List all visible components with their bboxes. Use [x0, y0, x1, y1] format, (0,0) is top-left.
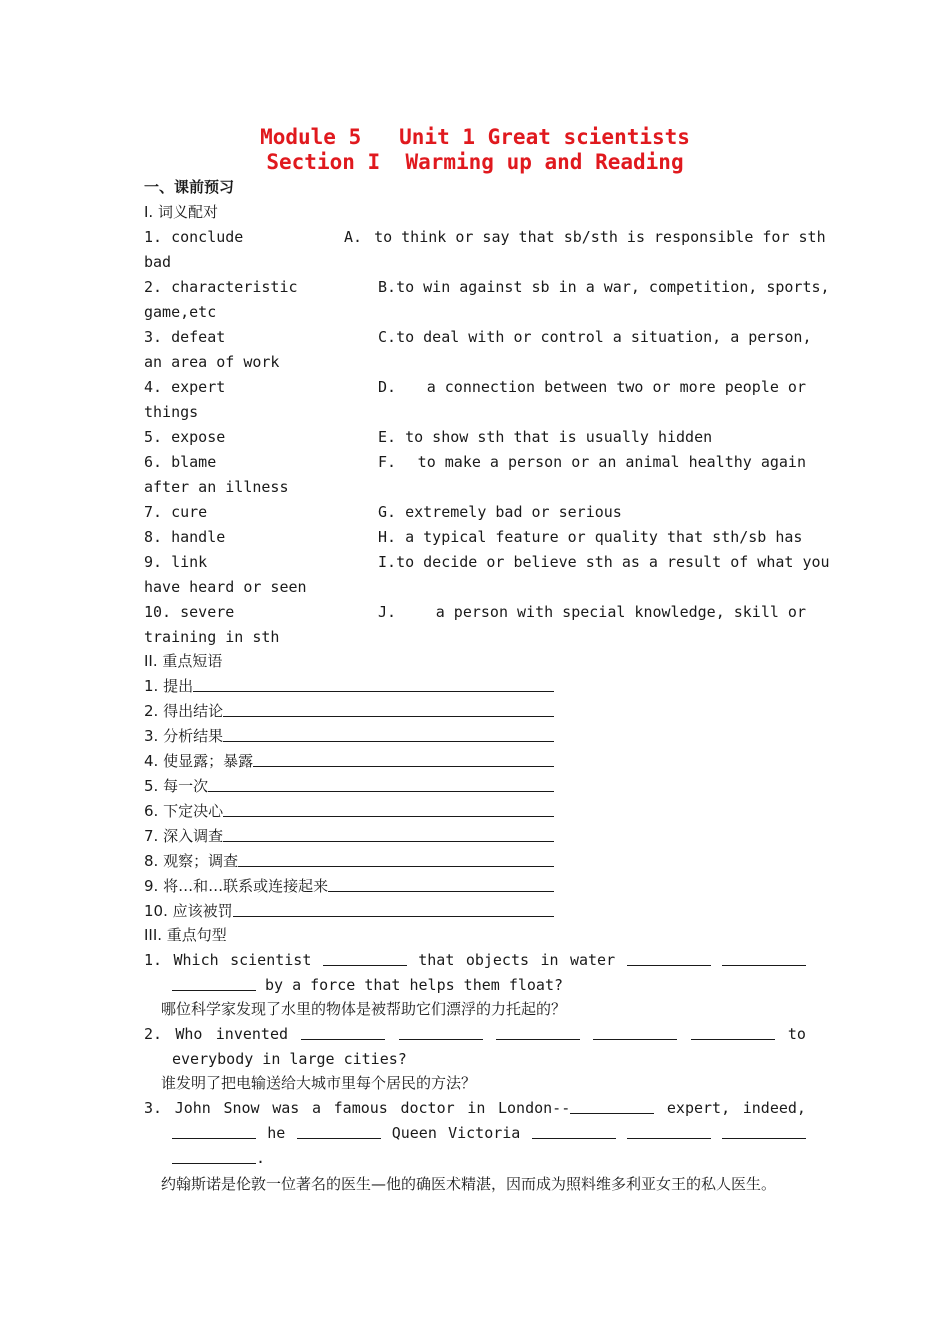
answer-blank[interactable] [328, 877, 554, 892]
answer-blank[interactable] [223, 827, 554, 842]
answer-blank[interactable] [627, 1124, 711, 1139]
word: that [418, 951, 455, 969]
definition-letter: A. [344, 228, 363, 246]
definition-letter: D. [378, 378, 397, 396]
word-item: 2. characteristic [144, 278, 298, 296]
word-item: 3. defeat [144, 328, 226, 346]
sentence-3-line-3 [172, 1149, 265, 1167]
definition-text: to make a person or an animal healthy again [417, 453, 806, 471]
definition-letter: H. [378, 528, 397, 546]
definition-item [378, 328, 812, 346]
word-item: 8. handle [144, 528, 226, 546]
phrase-label: 2. 得出结论 [144, 702, 224, 720]
sentence-1-translation: 哪位科学家发现了水里的物体是被帮助它们漂浮的力托起的？ [161, 1000, 567, 1018]
definition-item [378, 503, 622, 521]
definition-continuation: after an illness [144, 478, 289, 496]
word: expert, [666, 1099, 731, 1117]
phrase-item [144, 702, 554, 720]
definition-item [378, 528, 802, 546]
definition-item [378, 428, 712, 446]
word: Who [175, 1025, 203, 1043]
answer-blank[interactable] [297, 1124, 381, 1139]
answer-blank[interactable] [691, 1025, 775, 1040]
answer-blank[interactable] [233, 902, 554, 917]
answer-blank[interactable] [496, 1025, 580, 1040]
sentence-2-line-2: everybody in large cities? [172, 1050, 407, 1068]
definition-continuation: bad [144, 253, 172, 271]
definition-letter: G. [378, 503, 397, 521]
sentence-end: . [256, 1149, 266, 1167]
phrase-item [144, 752, 554, 770]
word-item: 5. expose [144, 428, 226, 446]
definition-text: to show sth that is usually hidden [405, 428, 713, 446]
sentence-3-translation: 约翰斯诺是伦敦一位著名的医生—他的确医术精湛，因而成为照料维多利亚女王的私人医生。 [161, 1175, 777, 1193]
phrase-item [144, 727, 554, 745]
definition-text: a typical feature or quality that sth/sb has [405, 528, 803, 546]
definition-letter: J. [378, 603, 397, 621]
definition-text: extremely bad or serious [405, 503, 622, 521]
phrase-label: 7. 深入调查 [144, 827, 224, 845]
phrase-item [144, 827, 554, 845]
phrases-heading: II. 重点短语 [144, 652, 223, 670]
word: Snow [223, 1099, 260, 1117]
sentence-text: by a force that helps them float? [265, 976, 564, 994]
definition-item [378, 603, 806, 621]
section-title: Section I Warming up and Reading [266, 150, 684, 174]
word: John [174, 1099, 211, 1117]
answer-blank[interactable] [172, 976, 256, 991]
definition-continuation: have heard or seen [144, 578, 307, 596]
phrase-label: 3. 分析结果 [144, 727, 224, 745]
sentence-3-line-2 [172, 1124, 806, 1142]
definition-letter: I. [378, 553, 397, 571]
answer-blank[interactable] [172, 1149, 256, 1164]
phrase-item [144, 877, 554, 895]
answer-blank[interactable] [193, 677, 554, 692]
sentence-number: 1. [144, 951, 163, 969]
word: water [569, 951, 616, 969]
sentence-2-line-1 [144, 1025, 806, 1043]
word: Queen [391, 1124, 437, 1142]
word-item: 4. expert [144, 378, 226, 396]
sentence-number: 3. [144, 1099, 163, 1117]
answer-blank[interactable] [323, 951, 407, 966]
answer-blank[interactable] [223, 727, 554, 742]
phrase-label: 9. 将…和…联系或连接起来 [144, 877, 329, 895]
word: in [467, 1099, 486, 1117]
answer-blank[interactable] [238, 852, 554, 867]
word: a [311, 1099, 321, 1117]
definition-item [378, 453, 806, 471]
phrase-item [144, 852, 554, 870]
word: scientist [230, 951, 312, 969]
phrase-item [144, 777, 554, 795]
phrase-item [144, 902, 554, 920]
definition-letter: F. [378, 453, 397, 471]
definition-text: to win against sb in a war, competition, sports, [396, 278, 830, 296]
word: objects [465, 951, 530, 969]
answer-blank[interactable] [627, 951, 711, 966]
answer-blank[interactable] [208, 777, 554, 792]
definition-letter: B. [378, 278, 397, 296]
definition-text: a connection between two or more people or [426, 378, 806, 396]
word: he [267, 1124, 286, 1142]
answer-blank[interactable] [172, 1124, 256, 1139]
word: in [540, 951, 559, 969]
phrase-label: 10. 应该被罚 [144, 902, 233, 920]
sentence-2-translation: 谁发明了把电输送给大城市里每个居民的方法？ [161, 1074, 477, 1092]
sentence-1-line-2 [172, 976, 563, 994]
word-item: 9. link [144, 553, 208, 571]
word: Which [173, 951, 219, 969]
definition-letter: C. [378, 328, 397, 346]
sentence-number: 2. [144, 1025, 163, 1043]
answer-blank[interactable] [223, 702, 554, 717]
definition-text: to deal with or control a situation, a person, [396, 328, 812, 346]
answer-blank[interactable] [301, 1025, 385, 1040]
phrase-item [144, 677, 554, 695]
word: Victoria [448, 1124, 521, 1142]
answer-blank[interactable] [399, 1025, 483, 1040]
definition-item [378, 378, 806, 396]
phrase-label: 1. 提出 [144, 677, 194, 695]
answer-blank[interactable] [223, 802, 554, 817]
answer-blank[interactable] [532, 1124, 616, 1139]
answer-blank[interactable] [253, 752, 554, 767]
definition-text: a person with special knowledge, skill or [435, 603, 806, 621]
sentence-3-line-1 [144, 1099, 806, 1117]
word-item: 10. severe [144, 603, 235, 621]
phrase-label: 8. 观察；调查 [144, 852, 239, 870]
phrase-item [144, 802, 554, 820]
module-title: Module 5 Unit 1 Great scientists [260, 125, 690, 149]
definition-item [378, 278, 830, 296]
word: indeed, [742, 1099, 806, 1117]
phrase-label: 6. 下定决心 [144, 802, 224, 820]
word-item: 6. blame [144, 453, 217, 471]
sentences-heading: III. 重点句型 [144, 926, 227, 944]
phrase-label: 4. 使显露；暴露 [144, 752, 254, 770]
definition-letter: E. [378, 428, 397, 446]
word: invented [215, 1025, 289, 1043]
definition-continuation: an area of work [144, 353, 280, 371]
word: doctor [400, 1099, 455, 1117]
answer-blank[interactable] [593, 1025, 677, 1040]
word-item: 1. conclude [144, 228, 244, 246]
definition-continuation: game,etc [144, 303, 217, 321]
matching-heading: I. 词义配对 [144, 203, 218, 221]
word: to [787, 1025, 806, 1043]
definition-item [344, 228, 826, 246]
definition-continuation: training in sth [144, 628, 280, 646]
definition-text: to decide or believe sth as a result of what you [396, 553, 830, 571]
word: London-- [498, 1099, 571, 1117]
sentence-1-line-1 [144, 951, 806, 969]
definition-text: to think or say that sb/sth is responsible for sth [374, 228, 826, 246]
answer-blank[interactable] [570, 1099, 654, 1114]
definition-continuation: things [144, 403, 199, 421]
word: famous [333, 1099, 388, 1117]
word: was [272, 1099, 300, 1117]
answer-blank[interactable] [722, 1124, 806, 1139]
phrase-label: 5. 每一次 [144, 777, 209, 795]
definition-item [378, 553, 830, 571]
preview-heading: 一、课前预习 [144, 178, 235, 196]
answer-blank[interactable] [722, 951, 806, 966]
word-item: 7. cure [144, 503, 208, 521]
